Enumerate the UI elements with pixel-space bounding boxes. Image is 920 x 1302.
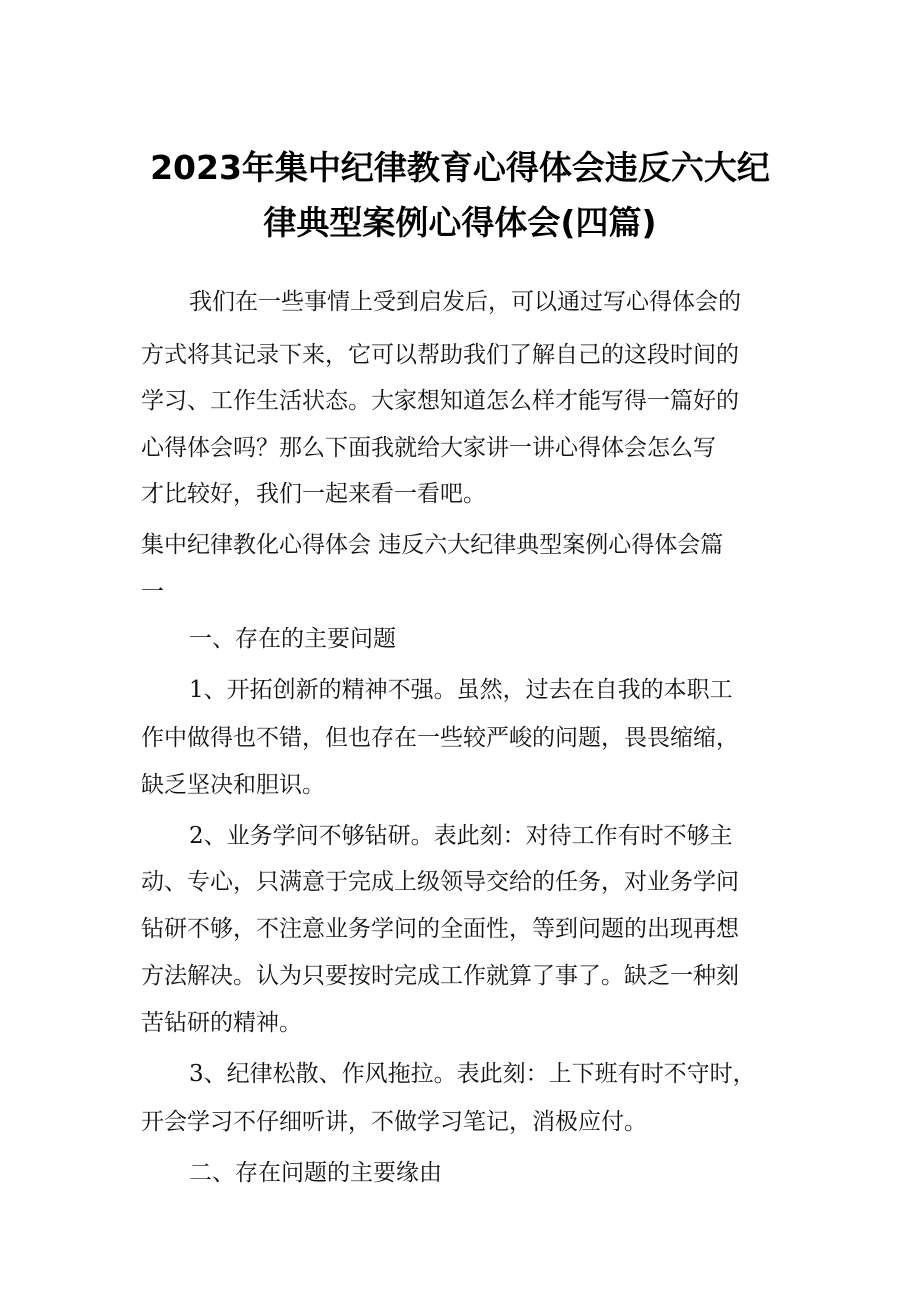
section-heading-line: 集中纪律教化心得体会 违反六大纪律典型案例心得体会篇 (141, 532, 724, 558)
item-3-line: 3、纪律松散、作风拖拉。表此刻：上下班有时不守时， (189, 1061, 756, 1087)
item-1-line: 1、开拓创新的精神不强。虽然，过去在自我的本职工 (189, 677, 733, 703)
document-title-line-2: 律典型案例心得体会(四篇) (263, 203, 657, 242)
item-1-line: 作中做得也不错，但也存在一些较严峻的问题，畏畏缩缩， (141, 725, 739, 751)
item-3-line: 开会学习不仔细听讲，不做学习笔记，消极应付。 (141, 1109, 647, 1135)
section-heading-line: 一 (141, 579, 164, 605)
subheading: 一、存在的主要问题 (189, 626, 396, 652)
item-2-line: 2、业务学问不够钻研。表此刻：对待工作有时不够主 (189, 823, 733, 849)
item-2-line: 动、专心，只满意于完成上级领导交给的任务，对业务学问 (141, 869, 739, 895)
item-2-line: 钻研不够，不注意业务学问的全面性，等到问题的出现再想 (141, 916, 739, 942)
intro-paragraph-line: 方式将其记录下来，它可以帮助我们了解自己的这段时间的 (141, 342, 739, 368)
item-2-line: 苦钻研的精神。 (141, 1010, 302, 1036)
intro-paragraph-line: 才比较好，我们一起来看一看吧。 (141, 481, 486, 507)
intro-paragraph-line: 我们在一些事情上受到启发后，可以通过写心得体会的 (189, 289, 741, 315)
item-2-line: 方法解决。认为只要按时完成工作就算了事了。缺乏一种刻 (141, 963, 739, 989)
item-1-line: 缺乏坚决和胆识。 (141, 772, 325, 798)
subheading: 二、存在问题的主要缘由 (189, 1160, 442, 1186)
document-title-line-1: 2023年集中纪律教育心得体会违反六大纪 (150, 148, 770, 187)
intro-paragraph-line: 学习、工作生活状态。大家想知道怎么样才能写得一篇好的 (141, 388, 739, 414)
intro-paragraph-line: 心得体会吗？那么下面我就给大家讲一讲心得体会怎么写 (141, 435, 716, 461)
